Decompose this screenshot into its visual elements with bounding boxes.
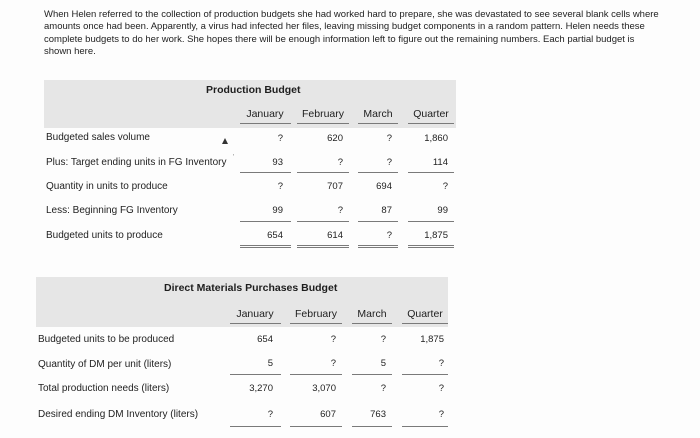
pb-col-march: March: [363, 108, 393, 120]
dm-cell: 607: [320, 409, 336, 420]
pb-col-february: February: [301, 108, 344, 120]
pb-col-quarter: Quarter: [413, 108, 449, 120]
dm-cell: 3,070: [312, 383, 336, 394]
pb-cell: 614: [327, 230, 343, 241]
pb-cell: 707: [327, 181, 343, 192]
dm-row-label: Budgeted units to be produced: [38, 334, 175, 345]
dm-cell: ?: [380, 334, 386, 345]
dm-cell: 5: [380, 358, 386, 369]
pb-cell: ?: [277, 181, 283, 192]
dm-col-january: January: [236, 308, 274, 320]
production-budget-title: Production Budget: [206, 84, 301, 96]
pb-cell: 99: [437, 205, 448, 216]
pb-cell: ?: [442, 181, 448, 192]
pb-cell: 620: [327, 133, 343, 144]
pb-cell: 694: [376, 181, 392, 192]
dm-row-label: Quantity of DM per unit (liters): [38, 359, 172, 370]
dm-cell: ?: [330, 334, 336, 345]
pb-cell: 93: [272, 157, 283, 168]
dm-cell: 763: [370, 409, 386, 420]
problem-statement: When Helen referred to the collection of production budgets she had worked hard to prepare, she was devastated to see several blank cells where amounts once had been. Apparently, a virus had infected her files, leaving missing budget components in a random pattern. Helen needs these complete budgets to do her work. She hopes there will be enough information left to figure out the remaining numbers. Each partial budget is shown here.: [44, 9, 659, 58]
pb-row-label: Plus: Target ending units in FG Inventory: [46, 157, 227, 168]
pb-row-label: Budgeted units to produce: [46, 230, 163, 241]
pb-row-label: Less: Beginning FG Inventory: [46, 205, 178, 216]
pb-cell: ?: [337, 205, 343, 216]
pb-cell: ?: [386, 133, 392, 144]
dm-cell: 5: [267, 358, 273, 369]
pb-cell: ?: [386, 230, 392, 241]
dm-row-label: Desired ending DM Inventory (liters): [38, 409, 199, 420]
pb-cell: ?: [386, 157, 392, 168]
dm-cell: ?: [380, 383, 386, 394]
pb-cell: 1,860: [424, 133, 448, 144]
pb-row-label: Budgeted sales volume: [46, 132, 150, 143]
pb-header-rule: [240, 123, 291, 124]
dm-cell: ?: [438, 358, 444, 369]
pb-cell: 1,875: [424, 230, 448, 241]
pb-cell: ?: [277, 133, 283, 144]
pb-cell: 654: [267, 230, 283, 241]
dm-col-march: March: [357, 308, 387, 320]
dm-budget-title: Direct Materials Purchases Budget: [164, 282, 338, 294]
dm-cell: 3,270: [249, 383, 273, 394]
pb-total-rule: [240, 245, 291, 248]
dm-col-quarter: Quarter: [407, 308, 443, 320]
dm-cell: 1,875: [420, 334, 444, 345]
dm-cell: ?: [438, 409, 444, 420]
pb-cell: 87: [381, 205, 392, 216]
pb-cell: ?: [337, 157, 343, 168]
dm-cell: 654: [257, 334, 273, 345]
pb-row-label: Quantity in units to produce: [46, 181, 168, 192]
dm-col-february: February: [294, 308, 337, 320]
pb-col-january: January: [246, 108, 284, 120]
dm-cell: ?: [438, 383, 444, 394]
pb-cell: 99: [272, 205, 283, 216]
pb-cell: 114: [432, 157, 448, 168]
dm-cell: ?: [330, 358, 336, 369]
dm-row-label: Total production needs (liters): [38, 383, 170, 394]
mouse-cursor-icon: [222, 138, 228, 144]
dm-cell: ?: [267, 409, 273, 420]
